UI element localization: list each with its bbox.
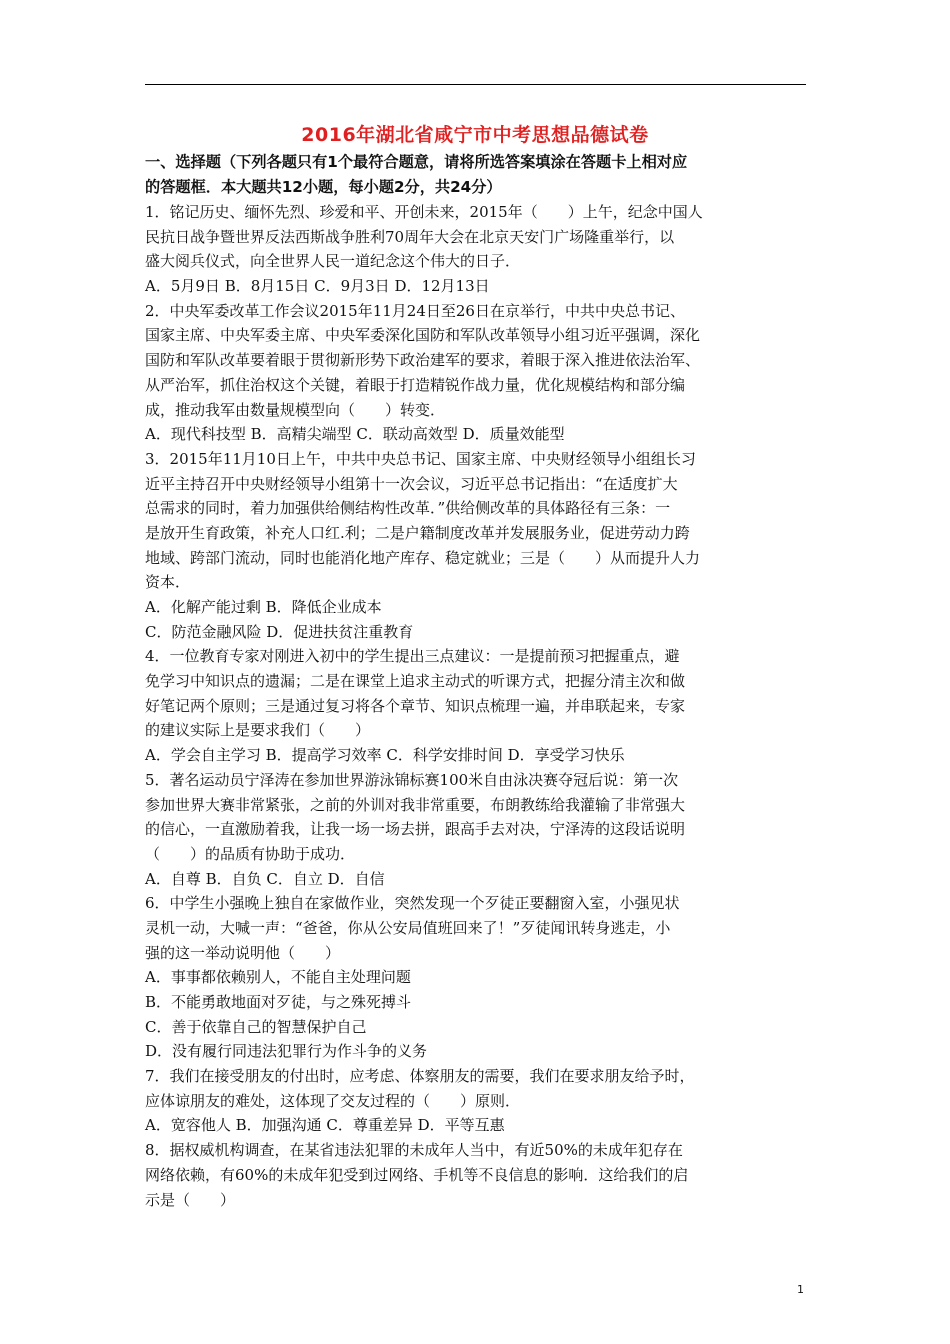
text-line: 8．据权威机构调查，在某省违法犯罪的未成年人当中，有近50%的未成年犯存在	[145, 1141, 683, 1160]
text-line: A．5月9日 B．8月15日 C．9月3日 D．12月13日	[145, 277, 490, 296]
text-line: 灵机一动，大喊一声：“爸爸，你从公安局值班回来了！”歹徒闻讯转身逃走，小	[145, 918, 671, 937]
text-line: 资本．	[145, 573, 191, 592]
text-line: 5．著名运动员宁泽涛在参加世界游泳锦标赛100米自由泳决赛夺冠后说：第一次	[145, 770, 679, 789]
exam-title: 2016年湖北省咸宁市中考思想品德试卷	[301, 124, 649, 146]
text-line: 6．中学生小强晚上独自在家做作业，突然发现一个歹徒正要翻窗入室，小强见状	[145, 894, 680, 913]
text-line: A．化解产能过剩 B．降低企业成本	[145, 598, 382, 616]
section-heading	[145, 150, 815, 200]
text-line: A．现代科技型 B．高精尖端型 C．联动高效型 D．质量效能型	[145, 425, 565, 444]
question-body	[145, 200, 815, 1212]
text-line: 民抗日战争暨世界反法西斯战争胜利70周年大会在北京天安门广场隆重举行，以	[145, 227, 675, 246]
text-line: 参加世界大赛非常紧张，之前的外训对我非常重要，布朗教练给我灌输了非常强大	[145, 795, 686, 814]
text-line: 应体谅朋友的难处，这体现了交友过程的（ ）原则．	[145, 1091, 521, 1110]
section-heading-line: 的答题框．本大题共12小题，每小题2分，共24分）	[145, 178, 502, 196]
text-line: 免学习中知识点的遗漏；二是在课堂上追求主动式的听课方式，把握分清主次和做	[145, 672, 686, 691]
text-line: 是放开生育政策，补充人口红.利；二是户籍制度改革并发展服务业，促进劳动力跨	[145, 523, 690, 542]
text-line: 盛大阅兵仪式，向全世界人民一道纪念这个伟大的日子．	[145, 252, 521, 271]
text-line: 的建议实际上是要求我们（ ）	[145, 721, 371, 740]
text-line: 国防和军队改革要着眼于贯彻新形势下政治建军的要求，着眼于深入推进依法治军、	[145, 351, 701, 370]
text-line: B．不能勇敢地面对歹徒，与之殊死搏斗	[145, 993, 412, 1011]
text-line: 1．铭记历史、缅怀先烈、珍爱和平、开创未来，2015年（ ）上午，纪念中国人	[145, 203, 703, 221]
text-line: 的信心，一直激励着我，让我一场一场去拼，跟高手去对决，宁泽涛的这段话说明	[145, 820, 686, 839]
text-line: 示是（ ）	[145, 1190, 236, 1209]
text-line: 强的这一举动说明他（ ）	[145, 943, 341, 962]
text-line: 总需求的同时，着力加强供给侧结构性改革．”供给侧改革的具体路径有三条：一	[145, 499, 671, 518]
text-line: 4．一位教育专家对刚进入初中的学生提出三点建议：一是提前预习把握重点，避	[145, 647, 680, 666]
text-line: A．自尊 B．自负 C．自立 D．自信	[145, 869, 385, 888]
text-line: 3．2015年11月10日上午，中共中央总书记、国家主席、中央财经领导小组组长习	[145, 449, 696, 468]
text-line: A．学会自主学习 B．提高学习效率 C．科学安排时间 D．享受学习快乐	[145, 746, 625, 765]
text-line: 近平主持召开中央财经领导小组第十一次会议，习近平总书记指出：“在适度扩大	[145, 474, 678, 493]
section-heading-line: 一、选择题（下列各题只有1个最符合题意，请将所选答案填涂在答题卡上相对应	[145, 153, 688, 171]
text-line: A．事事都依赖别人，不能自主处理问题	[145, 968, 411, 987]
text-line: C．防范金融风险 D．促进扶贫注重教育	[145, 622, 414, 641]
text-line: D．没有履行同违法犯罪行为作斗争的义务	[145, 1042, 428, 1061]
text-line: 国家主席、中央军委主席、中央军委深化国防和军队改革领导小组习近平强调，深化	[145, 326, 701, 345]
text-line: 2．中央军委改革工作会议2015年11月24日至26日在京举行，中共中央总书记、	[145, 301, 685, 320]
page-number: 1	[797, 1283, 804, 1296]
text-line: C．善于依靠自己的智慧保护自己	[145, 1017, 367, 1036]
text-line: 网络依赖，有60%的未成年犯受到过网络、手机等不良信息的影响．这给我们的启	[145, 1165, 689, 1184]
text-line: 成，推动我军由数量规模型向（ ）转变．	[145, 400, 446, 419]
text-line: 好笔记两个原则；三是通过复习将各个章节、知识点梳理一遍，并串联起来，专家	[145, 696, 686, 715]
text-line: 从严治军，抓住治权这个关键，着眼于打造精锐作战力量，优化规模结构和部分编	[145, 375, 686, 394]
text-line: （ ）的品质有协助于成功．	[145, 844, 356, 863]
text-line: 地域、跨部门流动，同时也能消化地产库存、稳定就业；三是（ ）从而提升人力	[145, 548, 701, 567]
text-line: A．宽容他人 B．加强沟通 C．尊重差异 D．平等互惠	[145, 1116, 505, 1135]
text-line: 7．我们在接受朋友的付出时，应考虑、体察朋友的需要，我们在要求朋友给予时，	[145, 1067, 695, 1086]
header-rule	[145, 84, 806, 85]
